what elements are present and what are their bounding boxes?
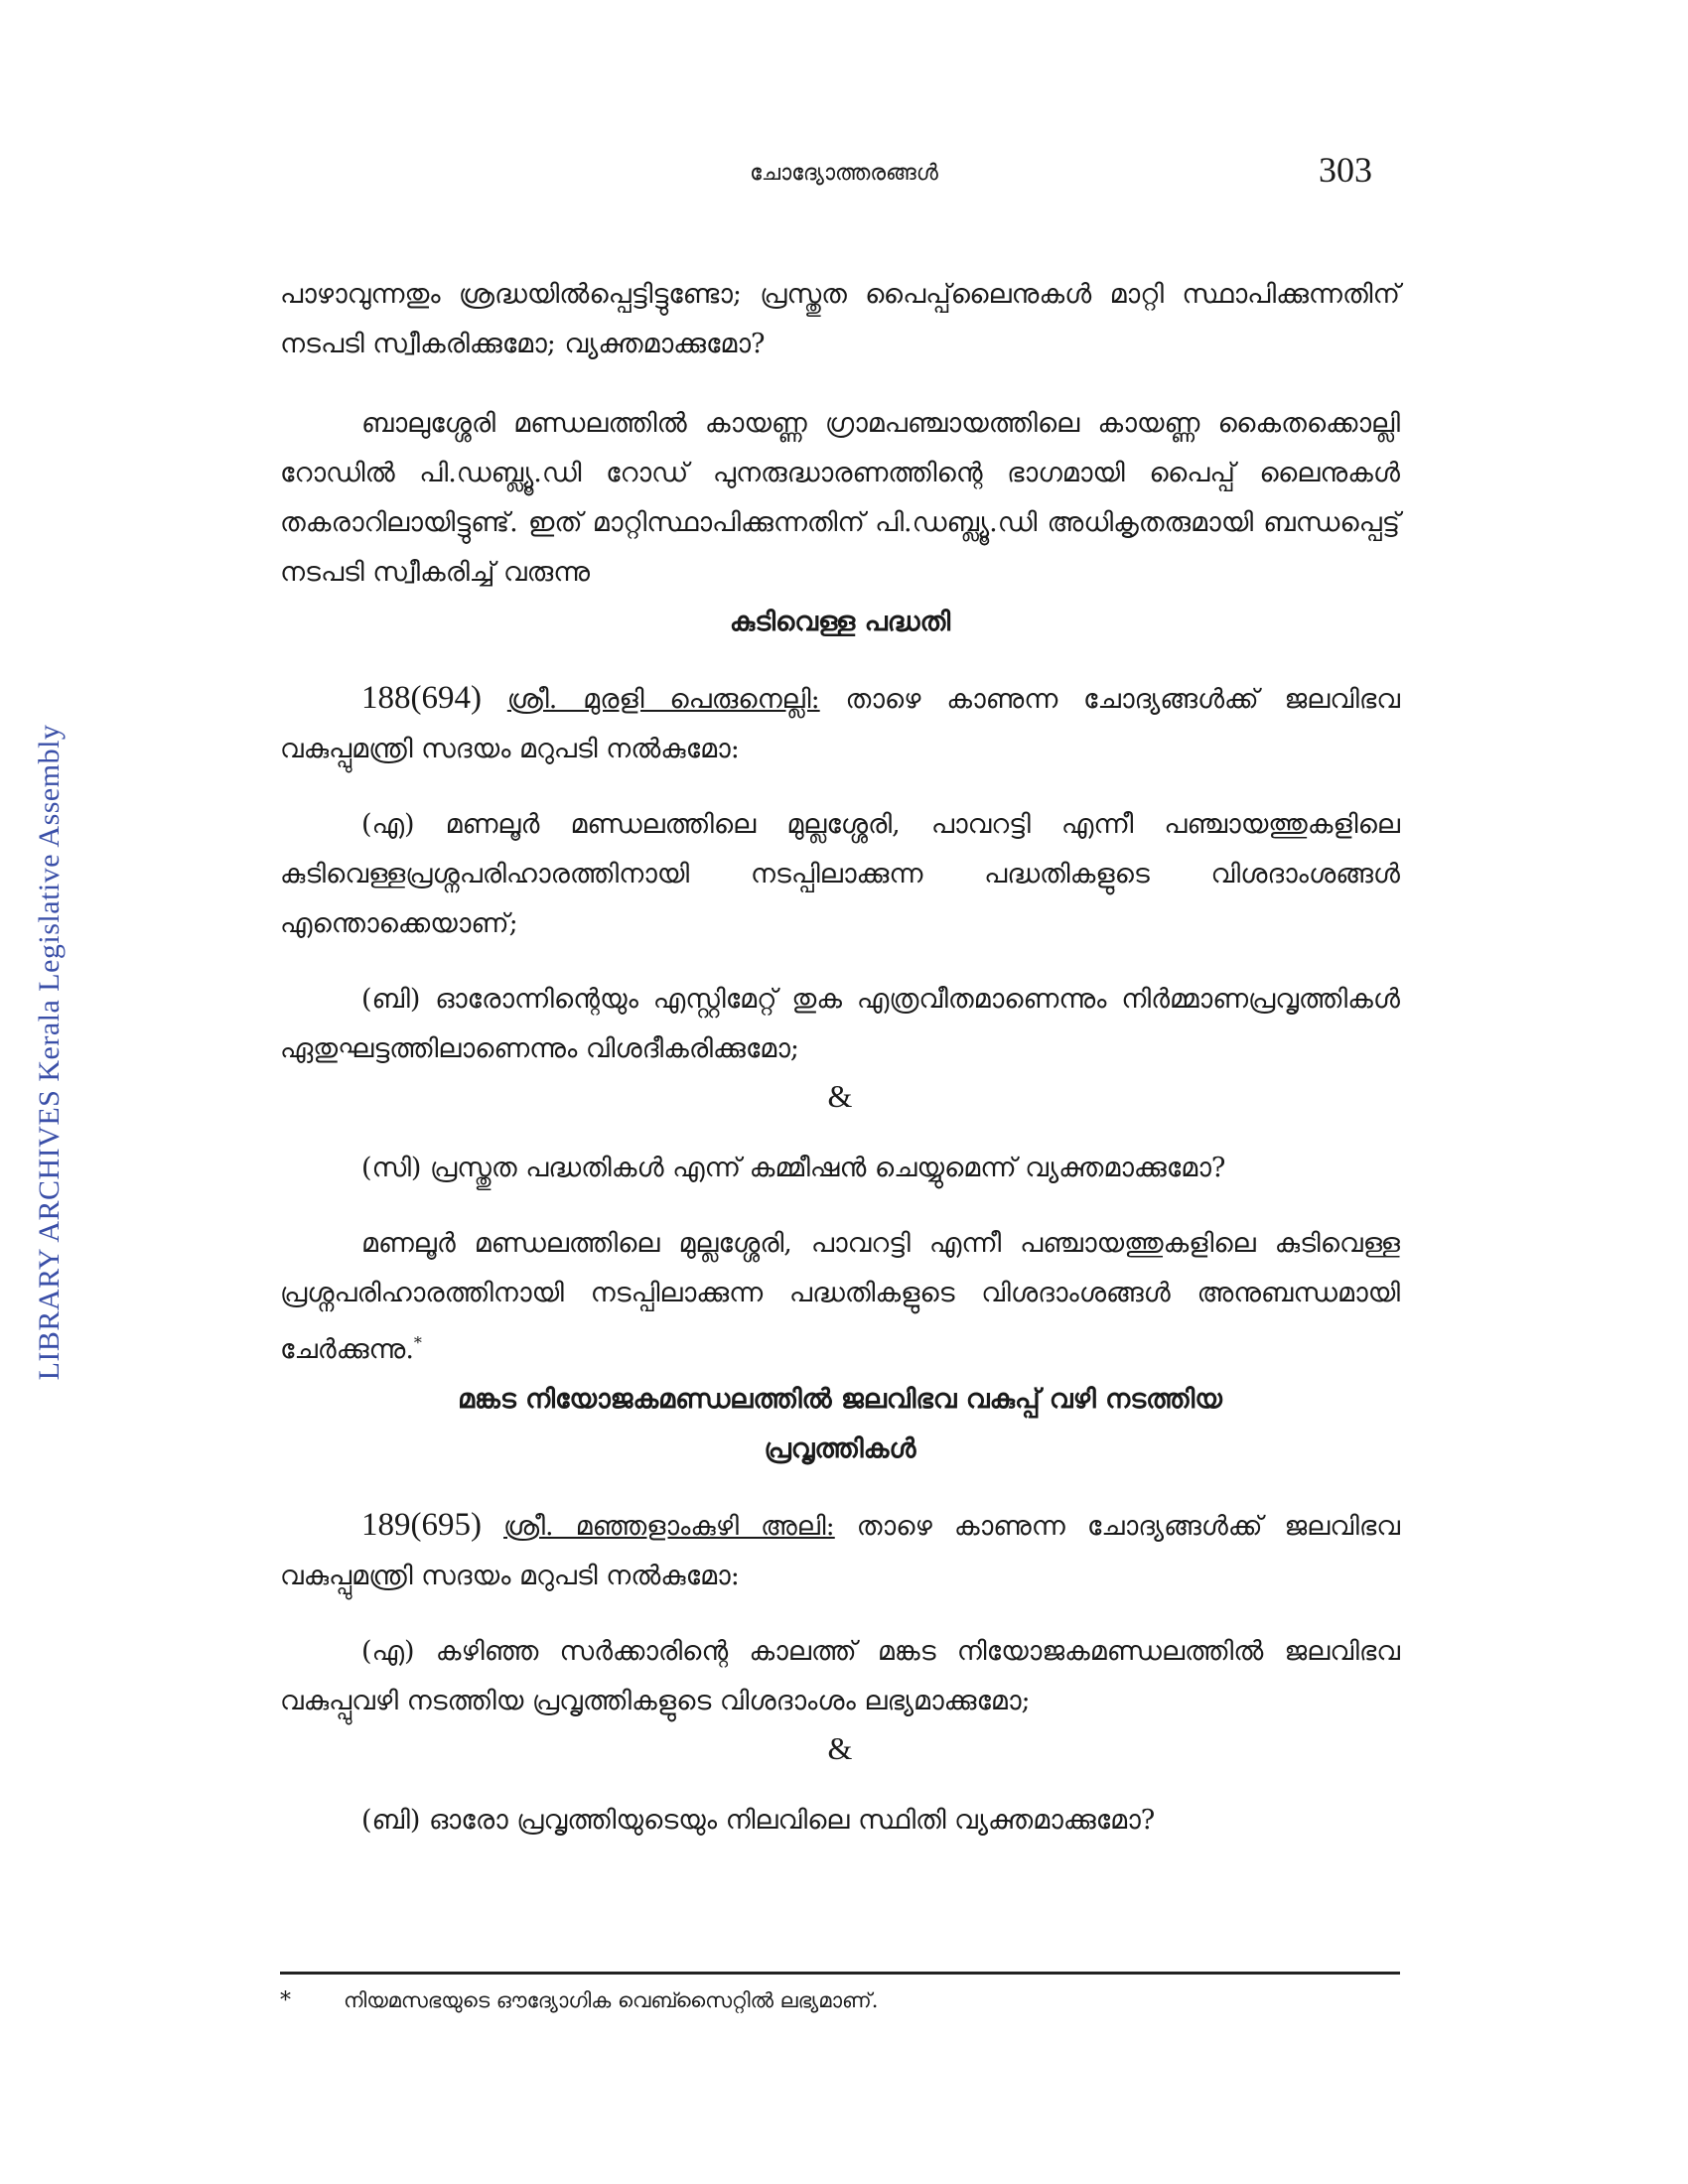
question-188-part-c: (സി) പ്രസ്തുത പദ്ധതികൾ എന്ന് കമ്മീഷൻ ചെയ്യുമെന്ന് വ്യക്തമാക്കുമോ? [361, 1153, 1226, 1183]
question-189-intro-text: താഴെ കാണുന്ന ചോദ്യങ്ങൾക്ക് ജലവിഭവ വകുപ്പുമന്ത്രി സദയം മറുപടി നൽകുമോ: [280, 1511, 1401, 1591]
page-body [280, 270, 1400, 1845]
running-title: ചോദ്യോത്തരങ്ങൾ [750, 161, 938, 186]
watermark-text: LIBRARY ARCHIVES Kerala Legislative Assembly [33, 724, 66, 1381]
ampersand-separator: & [827, 1078, 853, 1114]
question-188-part-b: (ബി) ഓരോന്നിന്റെയും എസ്റ്റിമേറ്റ് തുക എത്രവീതമാണെന്നും നിർമ്മാണപ്രവൃത്തികൾ ഏതുഘട്ടത്തിലാണെന്നും വിശദീകരിക്കുമോ; [280, 984, 1400, 1064]
footnote [280, 1985, 1400, 2016]
section-heading-drinking-water: കുടിവെള്ള പദ്ധതി [729, 607, 951, 637]
footnote-divider [280, 1972, 1400, 1975]
question-189-intro [280, 1500, 1400, 1601]
page-number: 303 [1319, 150, 1372, 190]
question-number-188: 188(694) [361, 680, 482, 716]
question-189-part-a: (എ) കഴിഞ്ഞ സർക്കാരിന്റെ കാലത്ത് മങ്കട നിയോജകമണ്ഡലത്തിൽ ജലവിഭവ വകുപ്പുവഴി നടത്തിയ പ്രവൃത്തികളുടെ വിശദാംശം ലഭ്യമാക്കുമോ; [280, 1636, 1400, 1716]
footnote-text: നിയമസഭയുടെ ഔദ്യോഗിക വെബ്സൈറ്റിൽ ലഭ്യമാണ്. [344, 1988, 879, 2012]
section-heading-mankada-line1: മങ്കട നിയോജകമണ്ഡലത്തിൽ ജലവിഭവ വകുപ്പ് വഴി നടത്തിയ [458, 1384, 1222, 1415]
continued-question-text: പാഴാവുന്നതും ശ്രദ്ധയിൽപ്പെട്ടിട്ടുണ്ടോ; പ്രസ്തുത പൈപ്പ്‌ലൈനുകൾ മാറ്റി സ്ഥാപിക്കുന്നതിന് നടപടി സ്വീകരിക്കുമോ; വ്യക്തമാക്കുമോ? [280, 279, 1400, 359]
ampersand-separator-2: & [827, 1730, 853, 1766]
footnote-mark: * [280, 1988, 291, 2013]
annexure-footnote-mark: * [413, 1333, 422, 1352]
question-number-189: 189(695) [361, 1507, 482, 1543]
answer-paragraph-balussery: ബാലുശ്ശേരി മണ്ഡലത്തിൽ കായണ്ണ ഗ്രാമപഞ്ചായത്തിലെ കായണ്ണ കൈതക്കൊല്ലി റോഡിൽ പി.ഡബ്ല്യൂ.ഡി റോഡ് പുനരുദ്ധാരണത്തിന്റെ ഭാഗമായി പൈപ്പ് ലൈനുകൾ തകരാറിലായിട്ടുണ്ട്. ഇത് മാറ്റിസ്ഥാപിക്കുന്നതിന് പി.ഡബ്ല്യൂ.ഡി അധികൃതരുമായി ബന്ധപ്പെട്ട് നടപടി സ്വീകരിച്ച് വരുന്നു [280, 408, 1400, 588]
question-188-intro [280, 673, 1400, 774]
answer-188-text: മണലൂർ മണ്ഡലത്തിലെ മുല്ലശ്ശേരി, പാവറട്ടി എന്നീ പഞ്ചായത്തുകളിലെ കുടിവെള്ള പ്രശ്നപരിഹാരത്തിനായി നടപ്പിലാക്കുന്ന പദ്ധതികളുടെ വിശദാംശങ്ങൾ അനുബന്ധമായി ചേർക്കുന്നു. [280, 1228, 1400, 1365]
answer-188 [280, 1219, 1400, 1375]
question-189-part-b: (ബി) ഓരോ പ്രവൃത്തിയുടെയും നിലവിലെ സ്ഥിതി വ്യക്തമാക്കുമോ? [361, 1805, 1156, 1836]
member-name-murali-perunelli: ശ്രീ. മുരളി പെരുനെല്ലി: [506, 684, 820, 715]
question-188-part-a: (എ) മണലൂർ മണ്ഡലത്തിലെ മുല്ലശ്ശേരി, പാവറട്ടി എന്നീ പഞ്ചായത്തുകളിലെ കുടിവെള്ളപ്രശ്നപരിഹാരത്തിനായി നടപ്പിലാക്കുന്ന പദ്ധതികളുടെ വിശദാംശങ്ങൾ എന്തൊക്കെയാണ്; [280, 809, 1400, 939]
member-name-manjalamkuzhi-ali: ശ്രീ. മഞ്ഞളാംകുഴി അലി: [503, 1511, 835, 1542]
section-heading-mankada-line2: പ്രവൃത്തികൾ [764, 1433, 916, 1464]
question-188-intro-text: താഴെ കാണുന്ന ചോദ്യങ്ങൾക്ക് ജലവിഭവ വകുപ്പുമന്ത്രി സദയം മറുപടി നൽകുമോ: [280, 684, 1400, 764]
